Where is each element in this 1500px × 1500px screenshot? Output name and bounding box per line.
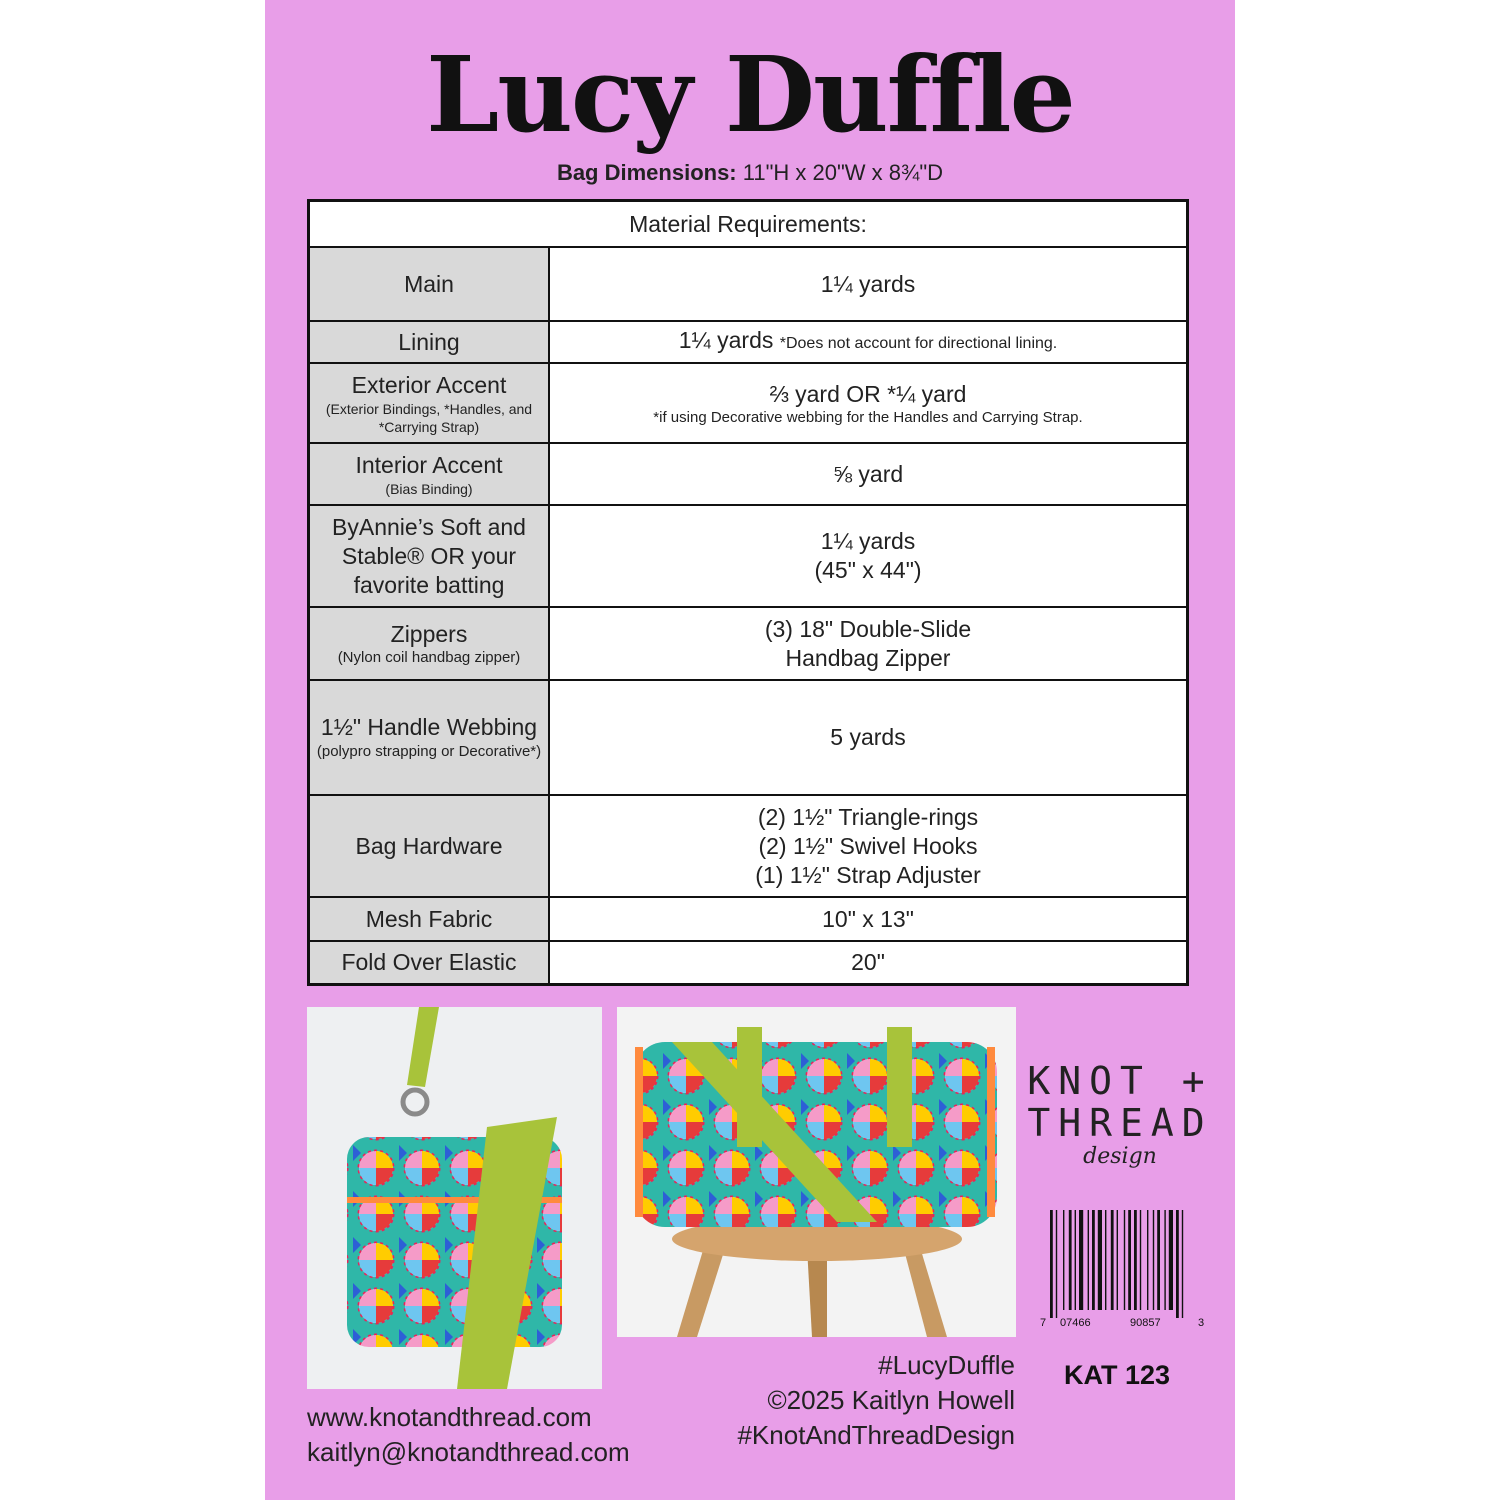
barcode-bar xyxy=(1124,1210,1125,1310)
table-row xyxy=(309,607,1188,680)
hashtag-lucy-duffle: #LucyDuffle xyxy=(878,1350,1015,1380)
row-value: (2) 1½" Triangle-rings (2) 1½" Swivel Hooks (1) 1½" Strap Adjuster xyxy=(549,795,1188,897)
row-note: *if using Decorative webbing for the Handles and Carrying Strap. xyxy=(653,408,1083,426)
email-link[interactable]: kaitlyn@knotandthread.com xyxy=(307,1437,630,1467)
barcode-bar xyxy=(1050,1210,1053,1318)
page-title: Lucy Duffle xyxy=(426,33,1074,156)
barcode-bar xyxy=(1092,1210,1095,1310)
dimensions-label: Bag Dimensions: xyxy=(556,160,737,185)
hashtag-knot-thread: #KnotAndThreadDesign xyxy=(737,1420,1015,1450)
row-label: Zippers (Nylon coil handbag zipper) xyxy=(309,607,550,680)
barcode-digit-1: 7 xyxy=(1040,1317,1047,1329)
barcode-bar xyxy=(1111,1210,1114,1310)
row-label-sub: (polypro strapping or Decorative*) xyxy=(316,743,542,760)
barcode-bar xyxy=(1157,1210,1160,1310)
row-value: 1¼ yards xyxy=(549,247,1188,321)
bag-photo-stool xyxy=(617,1007,1016,1337)
row-label: Fold Over Elastic xyxy=(309,941,550,984)
row-value: ⅔ yard OR *¼ yard *if using Decorative webbing for the Handles and Carrying Strap. xyxy=(549,363,1188,443)
row-label: ByAnnie’s Soft and Stable® OR your favorite batting xyxy=(309,505,550,607)
row-label: Mesh Fabric xyxy=(309,897,550,941)
row-note: *Does not account for directional lining. xyxy=(779,335,1058,352)
bag-side-illustration xyxy=(307,1007,602,1389)
row-label: Interior Accent (Bias Binding) xyxy=(309,443,550,505)
table-row xyxy=(309,247,1188,321)
material-requirements-table xyxy=(307,199,1189,986)
table-header: Material Requirements: xyxy=(309,201,1188,248)
product-code: KAT 123 xyxy=(1064,1360,1171,1390)
dimensions-value: 11"H x 20"W x 8¾"D xyxy=(736,160,944,185)
barcode-bar xyxy=(1153,1210,1154,1310)
table-row xyxy=(309,505,1188,607)
barcode-bar xyxy=(1063,1210,1064,1310)
row-label-sub: (Nylon coil handbag zipper) xyxy=(337,649,521,666)
row-label: Main xyxy=(309,247,550,321)
row-label: Bag Hardware xyxy=(309,795,550,897)
row-value: (3) 18" Double-Slide Handbag Zipper xyxy=(549,607,1188,680)
bag-stool-illustration xyxy=(617,1007,1016,1337)
row-value: 1¼ yards (45" x 44") xyxy=(549,505,1188,607)
row-value: 10" x 13" xyxy=(549,897,1188,941)
barcode-bar xyxy=(1079,1210,1083,1310)
row-value: 5 yards xyxy=(549,680,1188,795)
bag-dimensions xyxy=(0,160,1500,186)
barcode-digit-2: 07466 xyxy=(1060,1317,1091,1329)
table-row xyxy=(309,897,1188,941)
barcode-bar xyxy=(1134,1210,1137,1310)
row-label: Exterior Accent (Exterior Bindings, *Handles, and *Carrying Strap) xyxy=(309,363,550,443)
row-value: 1¼ yards *Does not account for directional lining. xyxy=(549,321,1188,363)
row-label: 1½" Handle Webbing (polypro strapping or Decorative*) xyxy=(309,680,550,795)
row-label-sub: (Bias Binding) xyxy=(385,480,473,497)
barcode-digit-4: 3 xyxy=(1198,1317,1205,1329)
bag-photo-side xyxy=(307,1007,602,1389)
footer-left xyxy=(307,1400,630,1470)
table-row xyxy=(309,941,1188,984)
barcode-bar xyxy=(1169,1210,1173,1310)
barcode-bar xyxy=(1164,1210,1165,1310)
table-row xyxy=(309,321,1188,363)
copyright: ©2025 Kaitlyn Howell xyxy=(767,1385,1015,1415)
barcode-bar xyxy=(1182,1210,1183,1318)
website-link[interactable]: www.knotandthread.com xyxy=(307,1402,592,1432)
table-row xyxy=(309,443,1188,505)
table-row xyxy=(309,363,1188,443)
row-value: 20" xyxy=(549,941,1188,984)
knot-thread-logo xyxy=(1025,1060,1215,1169)
barcode-bar xyxy=(1069,1210,1072,1310)
row-label: Lining xyxy=(309,321,550,363)
footer-right xyxy=(737,1348,1015,1453)
row-value: ⅝ yard xyxy=(549,443,1188,505)
logo-line-2: THREAD xyxy=(1027,1101,1213,1145)
barcode-bar xyxy=(1117,1210,1118,1310)
barcode-bar xyxy=(1075,1210,1076,1310)
logo-line-3: design xyxy=(1083,1144,1157,1169)
barcode-bar xyxy=(1140,1210,1141,1310)
barcode-bar xyxy=(1088,1210,1089,1310)
table-row xyxy=(309,795,1188,897)
barcode-bar xyxy=(1056,1210,1057,1318)
barcode-bar xyxy=(1147,1210,1148,1310)
table-row xyxy=(309,680,1188,795)
barcode xyxy=(1040,1210,1205,1330)
barcode-bar xyxy=(1098,1210,1102,1310)
barcode-bar xyxy=(1105,1210,1106,1310)
barcode-bar xyxy=(1176,1210,1179,1318)
barcode-bar xyxy=(1128,1210,1131,1310)
row-label-sub: (Exterior Bindings, *Handles, and *Carrying Strap) xyxy=(325,400,533,435)
barcode-digit-3: 90857 xyxy=(1130,1317,1161,1329)
logo-line-1: KNOT + xyxy=(1027,1059,1213,1103)
